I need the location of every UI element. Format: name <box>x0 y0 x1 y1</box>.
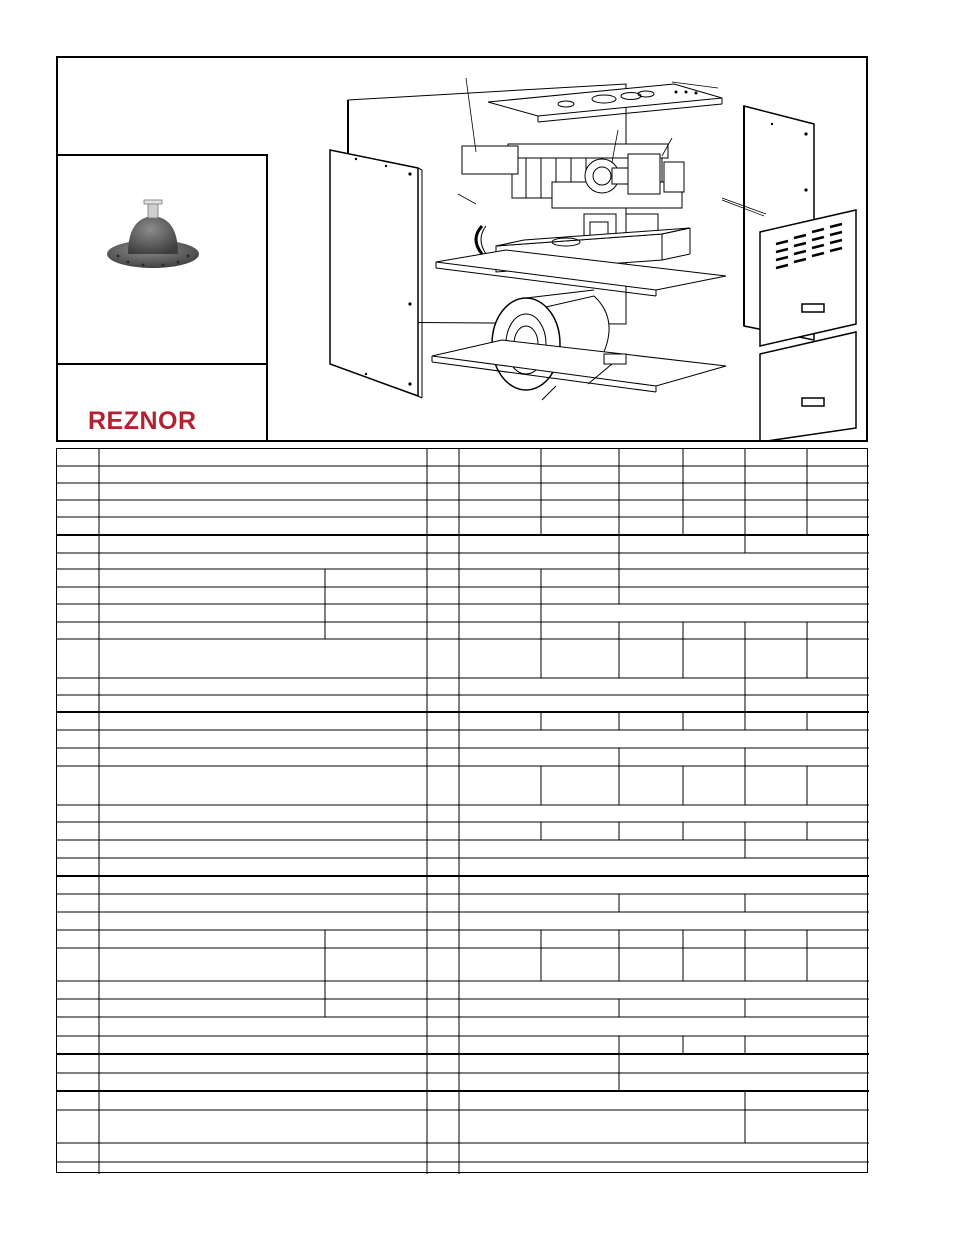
rubber-isolation-mount-icon <box>98 196 208 276</box>
furnace-exploded-view-diagram <box>326 64 866 440</box>
side-panel <box>58 154 268 442</box>
header-frame <box>56 56 868 442</box>
side-panel-divider <box>58 363 266 365</box>
bottom-panel <box>432 340 726 400</box>
lower-front-door <box>760 332 856 440</box>
left-side-panel <box>330 150 422 398</box>
upper-front-door <box>760 210 856 346</box>
reznor-logo: REZNOR <box>88 407 197 435</box>
specification-table <box>56 448 868 1173</box>
specification-table-grid <box>57 449 869 1174</box>
